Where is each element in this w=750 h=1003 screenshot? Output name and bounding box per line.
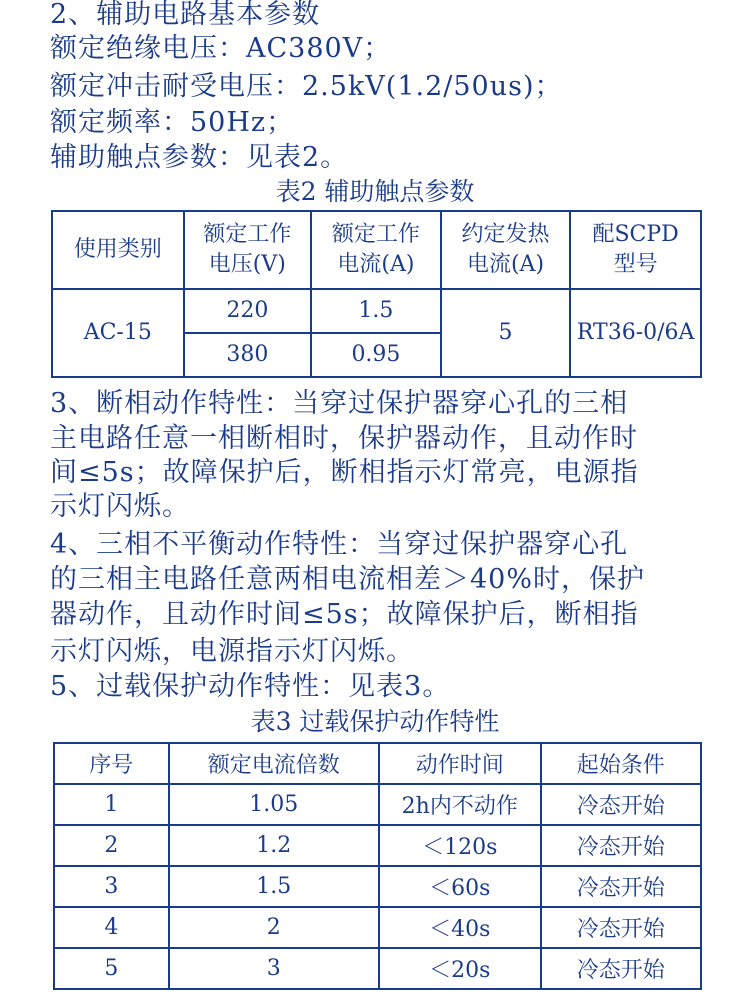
table3-cell: 5 (54, 948, 169, 989)
section3-line: 主电路任意一相断相时，保护器动作，且动作时 (50, 423, 638, 454)
table3-row (54, 907, 701, 948)
section2-line: 额定频率：50Hz； (50, 107, 295, 138)
table2-header-cell: 使用类别 (52, 211, 184, 289)
table3-cell: 冷态开始 (541, 866, 701, 907)
table2-voltage-cell: 380 (184, 333, 312, 377)
table2-header-cell: 额定工作 电流(A) (311, 211, 441, 289)
section4-line: 4、三相不平衡动作特性：当穿过保护器穿心孔 (50, 529, 629, 560)
table3-cell: ＜20s (379, 948, 541, 989)
table2-caption: 表2 辅助触点参数 (275, 177, 475, 206)
section4-line: 的三相主电路任意两相电流相差＞40%时，保护 (50, 564, 646, 595)
table3-header-cell: 动作时间 (379, 743, 541, 784)
table3-cell: ＜40s (379, 907, 541, 948)
section3-line: 3、断相动作特性：当穿过保护器穿心孔的三相 (50, 388, 629, 419)
table2-current-cell: 1.5 (311, 289, 441, 333)
table2-category-cell: AC-15 (52, 289, 184, 377)
section2-heading: 2、辅助电路基本参数 (50, 0, 321, 30)
table2-header-cell: 额定工作 电压(V) (184, 211, 312, 289)
table3-cell: 1.05 (169, 784, 379, 825)
table2-thermal-current-cell: 5 (441, 289, 571, 377)
table3-cell: 3 (54, 866, 169, 907)
table3-row (54, 866, 701, 907)
table2-voltage-cell: 220 (184, 289, 312, 333)
table2-header-row (52, 211, 701, 289)
table2-current-cell: 0.95 (311, 333, 441, 377)
table3-row (54, 825, 701, 866)
table2-header-cell: 配SCPD 型号 (570, 211, 701, 289)
section2-line: 额定绝缘电压：AC380V； (50, 33, 392, 64)
section4-line: 示灯闪烁，电源指示灯闪烁。 (50, 636, 414, 667)
section3-line: 示灯闪烁。 (50, 491, 190, 522)
table3-cell: 1.5 (169, 866, 379, 907)
table3-cell: 冷态开始 (541, 825, 701, 866)
table3-cell: ＜120s (379, 825, 541, 866)
table3-header-cell: 额定电流倍数 (169, 743, 379, 784)
table2-header-cell: 约定发热 电流(A) (441, 211, 571, 289)
table3-header-cell: 序号 (54, 743, 169, 784)
table3-row (54, 784, 701, 825)
table2-row (52, 289, 701, 333)
table3-cell: 3 (169, 948, 379, 989)
table3-cell: 2 (54, 825, 169, 866)
section2-line: 辅助触点参数：见表2。 (50, 142, 349, 173)
table2 (51, 210, 702, 378)
table3-caption: 表3 过载保护动作特性 (250, 707, 500, 736)
table3-cell: 冷态开始 (541, 907, 701, 948)
table3-cell: 冷态开始 (541, 784, 701, 825)
table3 (53, 742, 702, 990)
table3-cell: 冷态开始 (541, 948, 701, 989)
table3-cell: 4 (54, 907, 169, 948)
table3-cell: 2h内不动作 (379, 784, 541, 825)
table3-row (54, 948, 701, 989)
section2-line: 额定冲击耐受电压：2.5kV(1.2/50us)； (50, 71, 563, 102)
table3-cell: 2 (169, 907, 379, 948)
table3-cell: 1 (54, 784, 169, 825)
table3-cell: 1.2 (169, 825, 379, 866)
table2-scpd-cell: RT36-0/6A (570, 289, 701, 377)
section4-line: 器动作，且动作时间≤5s；故障保护后，断相指 (50, 599, 639, 630)
section5-heading: 5、过载保护动作特性：见表3。 (50, 671, 451, 702)
table3-cell: ＜60s (379, 866, 541, 907)
table3-header-cell: 起始条件 (541, 743, 701, 784)
section3-line: 间≤5s；故障保护后，断相指示灯常亮，电源指 (50, 457, 639, 488)
table3-header-row (54, 743, 701, 784)
